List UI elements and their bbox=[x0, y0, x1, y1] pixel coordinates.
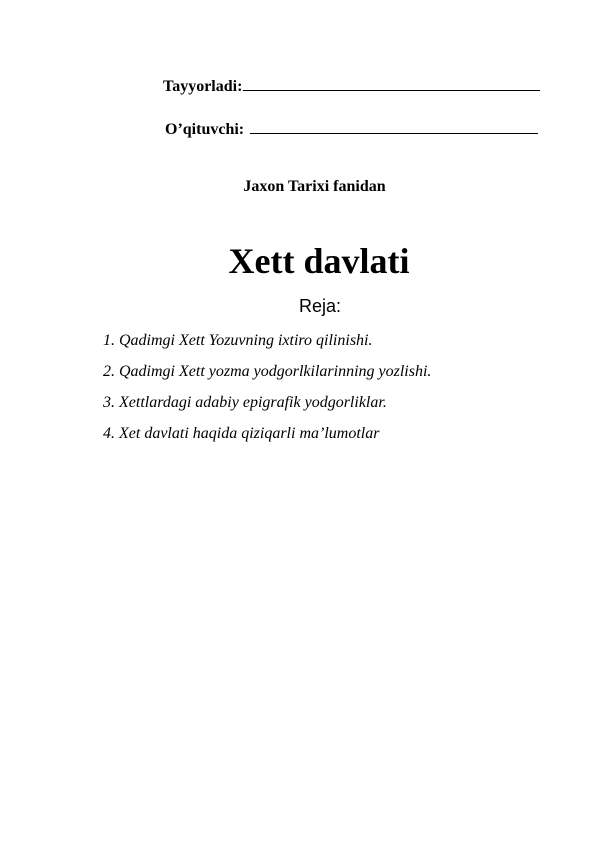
prepared-by-field bbox=[163, 74, 540, 97]
plan-item: 4. Xet davlati haqida qiziqarli ma’lumotlar bbox=[103, 425, 380, 442]
plan-item: 2. Qadimgi Xett yozma yodgorlkilarinning yozlishi. bbox=[103, 363, 432, 380]
teacher-field bbox=[165, 117, 538, 140]
teacher-label: O’qituvchi: bbox=[165, 121, 245, 138]
prepared-by-label: Tayyorladi: bbox=[163, 78, 243, 95]
document-title: Xett davlati bbox=[228, 241, 410, 281]
teacher-blank-line bbox=[250, 117, 538, 134]
prepared-by-blank-line bbox=[243, 74, 540, 91]
subject-line: Jaxon Tarixi fanidan bbox=[243, 178, 386, 195]
plan-heading: Reja: bbox=[298, 296, 342, 316]
plan-item: 3. Xettlardagi adabiy epigrafik yodgorliklar. bbox=[103, 394, 387, 411]
plan-item: 1. Qadimgi Xett Yozuvning ixtiro qilinishi. bbox=[103, 332, 373, 349]
plan-list bbox=[103, 331, 431, 455]
